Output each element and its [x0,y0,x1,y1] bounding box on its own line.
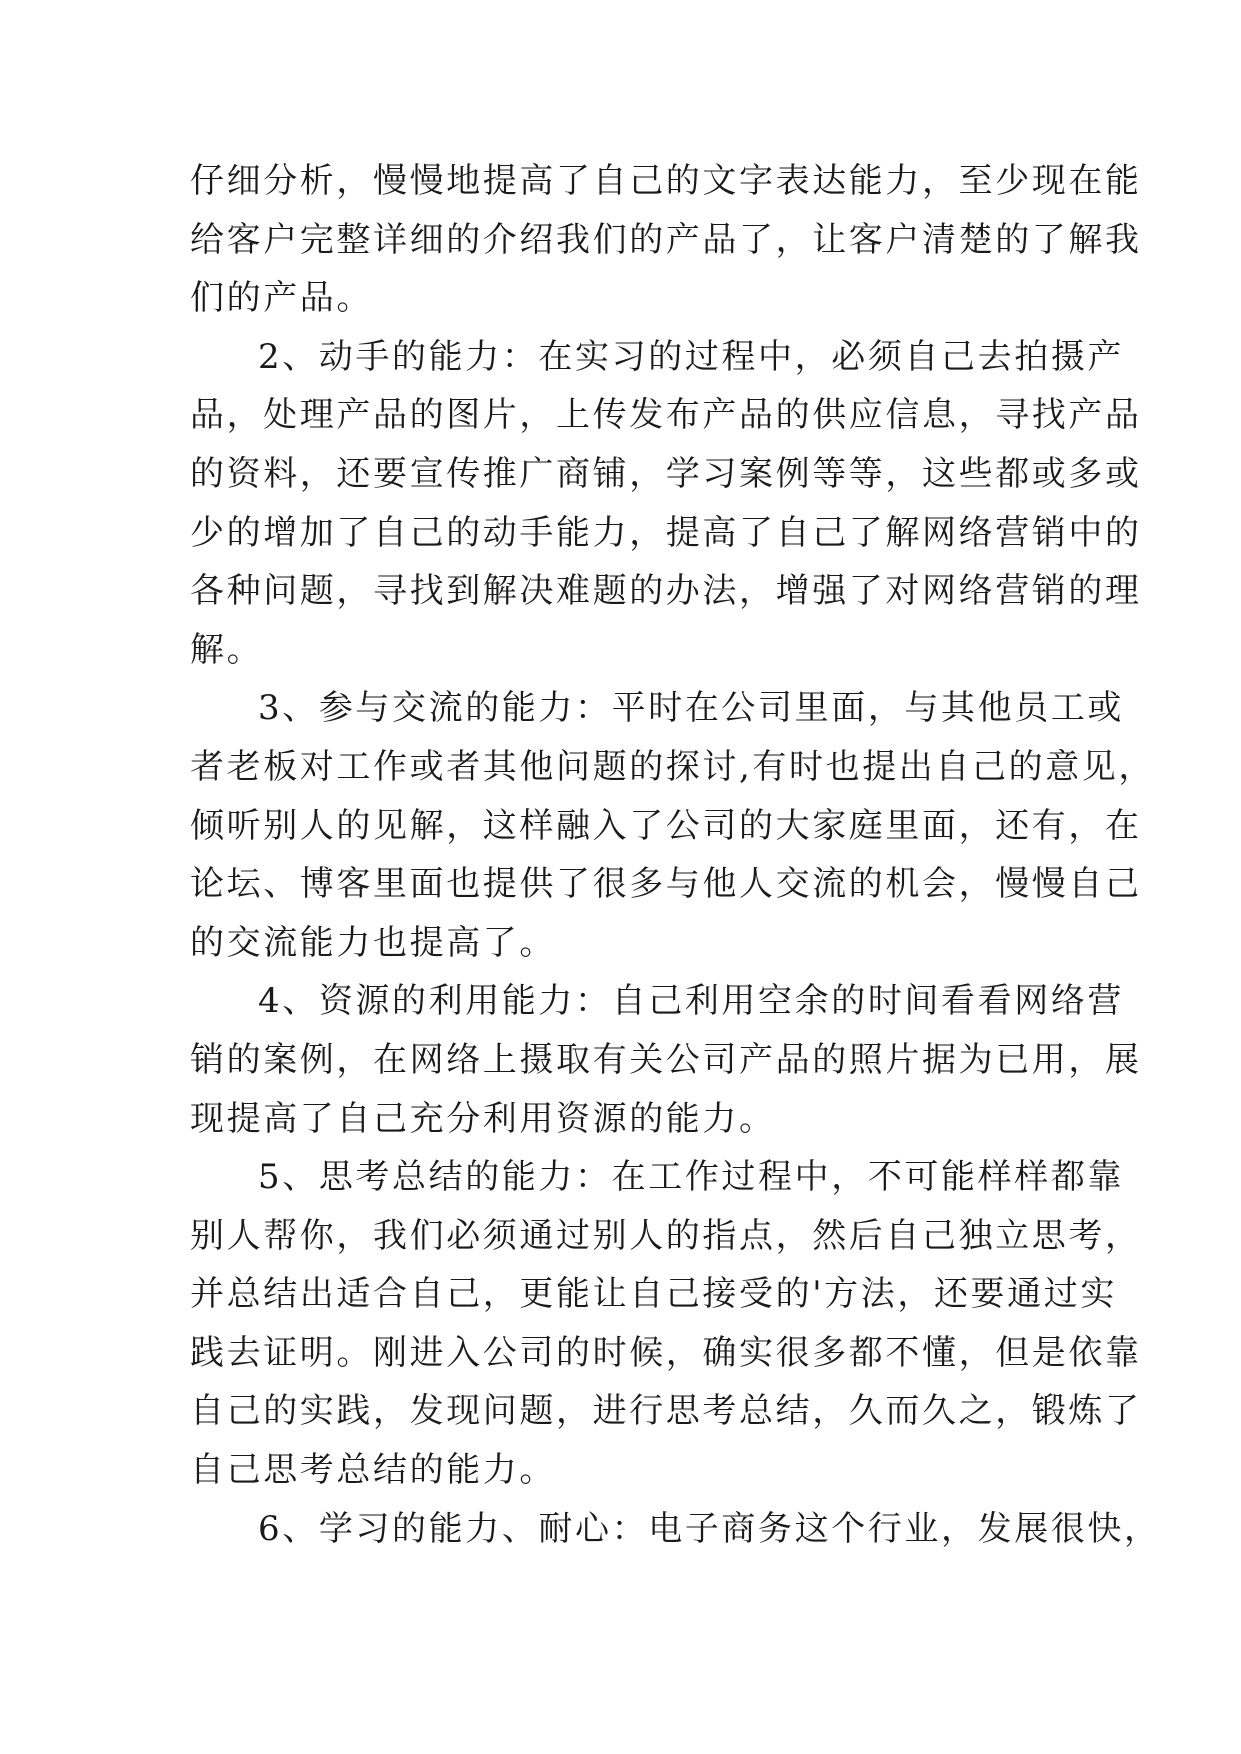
text-line: 者老板对工作或者其他问题的探讨,有时也提出自己的意见， [190,746,1156,787]
text-line: 倾听别人的见解，这样融入了公司的大家庭里面，还有，在 [190,805,1142,846]
paragraph-resource-ability [190,972,1142,1148]
text-line: 4、资源的利用能力：自己利用空余的时间看看网络营 [258,981,1125,1022]
text-line: 的交流能力也提高了。 [190,922,556,963]
text-line: 践去证明。刚进入公司的时候，确实很多都不懂，但是依靠 [190,1332,1142,1373]
text-line: 别人帮你，我们必须通过别人的指点，然后自己独立思考， [190,1215,1142,1256]
paragraph-learning-ability [190,1500,1161,1559]
text-line: 仔细分析，慢慢地提高了自己的文字表达能力，至少现在能 [190,161,1142,201]
text-line: 品，处理产品的图片，上传发布产品的供应信息，寻找产品 [190,395,1142,436]
text-line: 解。 [190,629,264,670]
text-line: 2、动手的能力：在实习的过程中，必须自己去拍摄产 [258,336,1125,377]
document-body [190,152,1161,1558]
text-line: 自己的实践，发现问题，进行思考总结，久而久之，锻炼了 [190,1391,1142,1432]
text-line: 论坛、博客里面也提供了很多与他人交流的机会，慢慢自己 [190,864,1142,905]
text-line: 并总结出适合自己，更能让自己接受的'方法，还要通过实 [190,1274,1117,1315]
paragraph-summary-ability [190,1148,1142,1500]
text-line: 现提高了自己充分利用资源的能力。 [190,1098,776,1139]
text-line: 5、思考总结的能力：在工作过程中，不可能样样都靠 [258,1157,1125,1198]
text-line: 少的增加了自己的动手能力，提高了自己了解网络营销中的 [190,512,1142,553]
text-line: 自己思考总结的能力。 [190,1450,556,1491]
text-line: 给客户完整详细的介绍我们的产品了，让客户清楚的了解我 [190,219,1142,260]
text-line: 销的案例，在网络上摄取有关公司产品的照片据为已用，展 [190,1039,1142,1080]
paragraph-communication-ability [190,679,1156,972]
text-line: 6、学习的能力、耐心：电子商务这个行业，发展很快， [258,1508,1161,1549]
text-line: 3、参与交流的能力：平时在公司里面，与其他员工或 [258,688,1125,729]
text-line: 各种问题，寻找到解决难题的办法，增强了对网络营销的理 [190,571,1142,612]
text-line: 们的产品。 [190,278,373,319]
text-line: 的资料，还要宣传推广商铺，学习案例等等，这些都或多或 [190,453,1142,494]
paragraph-hands-on-ability [190,328,1142,680]
paragraph-intro-continuation [190,152,1142,328]
